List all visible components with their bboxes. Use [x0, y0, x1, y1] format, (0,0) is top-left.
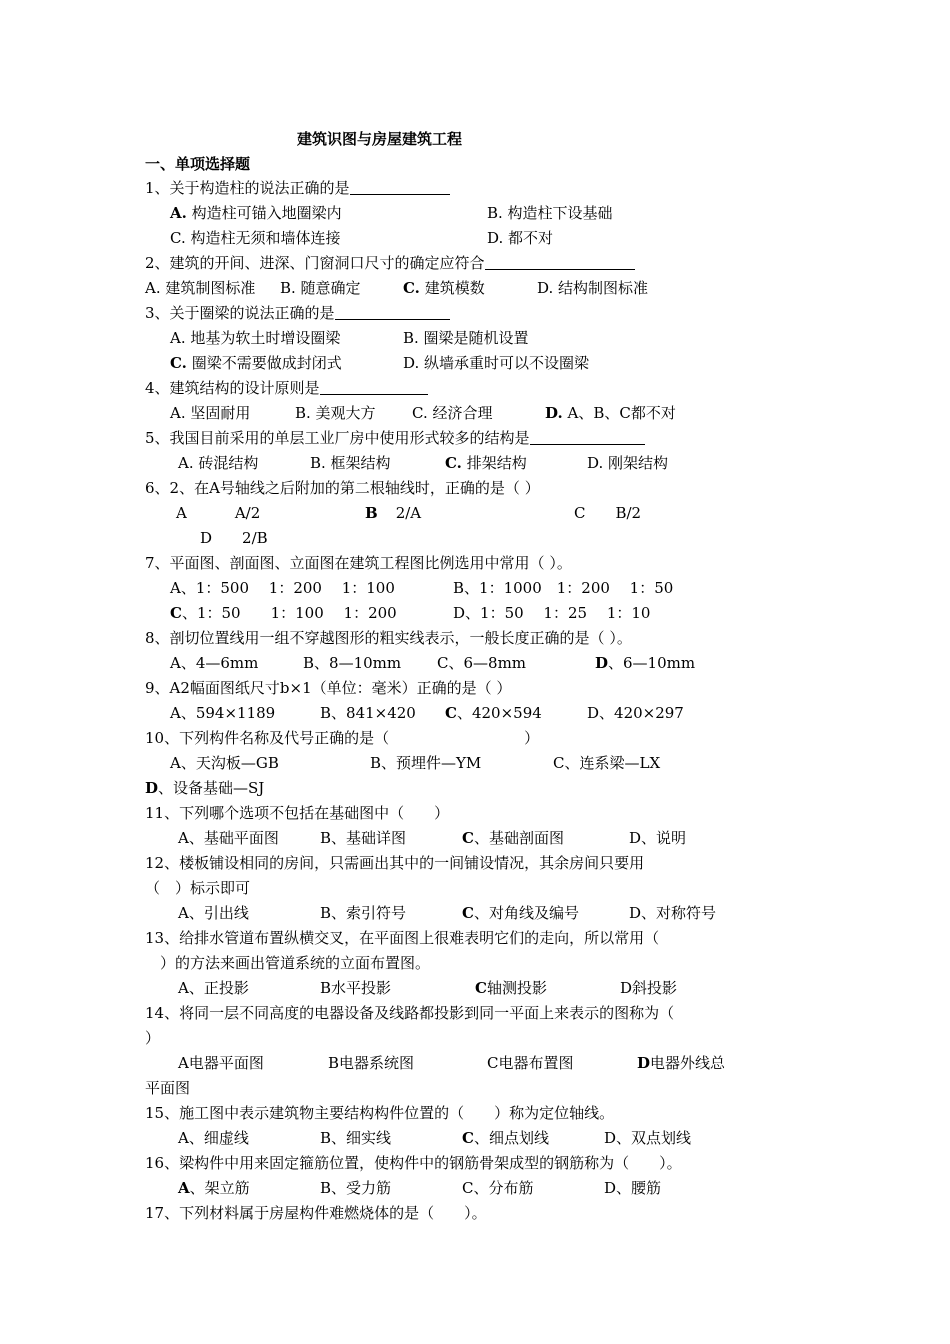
question-2: 2、建筑的开间、进深、门窗洞口尺寸的确定应符合: [145, 253, 635, 273]
page-title: 建筑识图与房屋建筑工程: [297, 130, 463, 148]
q5-option-b: B. 框架结构: [310, 454, 391, 472]
question-12-cont: （ ）标示即可: [145, 879, 251, 897]
q13-option-a: A、正投影: [178, 979, 249, 997]
q4-option-b: B. 美观大方: [295, 404, 376, 422]
q10-option-a: A、天沟板—GB: [170, 754, 279, 772]
question-11: 11、下列哪个选项不包括在基础图中（ ）: [145, 804, 450, 822]
q11-option-d: D、说明: [629, 829, 687, 847]
answer-blank: [320, 380, 428, 395]
q1-option-a: A. 构造柱可锚入地圈梁内: [170, 204, 342, 222]
q8-option-c: C、6—8mm: [437, 654, 527, 672]
q16-option-a: A、架立筋: [178, 1179, 250, 1197]
answer-blank: [530, 430, 645, 445]
question-5: 5、我国目前采用的单层工业厂房中使用形式较多的结构是: [145, 428, 645, 448]
q8-option-a: A、4—6mm: [170, 654, 259, 672]
question-6: 6、2、在A号轴线之后附加的第二根轴线时，正确的是（ ）: [145, 479, 540, 497]
q13-option-c: C轴测投影: [475, 979, 547, 997]
q16-option-d: D、腰筋: [604, 1179, 662, 1197]
q8-option-d: D、6—10mm: [595, 654, 696, 672]
q9-option-d: D、420×297: [587, 704, 684, 722]
q5-option-a: A. 砖混结构: [178, 454, 259, 472]
q3-option-d: D. 纵墙承重时可以不设圈梁: [403, 354, 590, 372]
q4-option-c: C. 经济合理: [412, 404, 493, 422]
q1-option-d: D. 都不对: [487, 229, 554, 247]
q3-option-c: C. 圈梁不需要做成封闭式: [170, 354, 342, 372]
answer-blank: [350, 180, 450, 195]
q5-option-c: C. 排架结构: [445, 454, 527, 472]
question-7: 7、平面图、剖面图、立面图在建筑工程图比例选用中常用（ ）。: [145, 554, 572, 572]
q14-option-c: C电器布置图: [487, 1054, 574, 1072]
q9-option-c: C、420×594: [445, 704, 542, 722]
q10-option-c: C、连系梁—LX: [553, 754, 661, 772]
q14-option-a: A电器平面图: [178, 1054, 264, 1072]
q3-option-a: A. 地基为软土时增设圈梁: [170, 329, 341, 347]
question-1: 1、关于构造柱的说法正确的是: [145, 178, 450, 198]
question-9: 9、A2幅面图纸尺寸b×1（单位：毫米）正确的是（ ）: [145, 679, 512, 697]
q6-option-b: B 2/A: [365, 504, 422, 522]
q12-option-b: B、索引符号: [320, 904, 407, 922]
question-17: 17、下列材料属于房屋构件难燃烧体的是（ ）。: [145, 1204, 487, 1222]
q11-option-a: A、基础平面图: [178, 829, 279, 847]
question-13-cont: ）的方法来画出管道系统的立面布置图。: [145, 954, 431, 972]
q7-option-d: D、1：50 1：25 1：10: [453, 604, 651, 622]
q4-option-d: D. A、B、C都不对: [545, 404, 676, 422]
q13-option-b: B水平投影: [320, 979, 392, 997]
q7-option-c: C、1：50 1：100 1：200: [170, 604, 397, 622]
q12-option-a: A、引出线: [178, 904, 249, 922]
q15-option-b: B、细实线: [320, 1129, 392, 1147]
q16-option-c: C、分布筋: [462, 1179, 534, 1197]
q2-option-b: B. 随意确定: [280, 279, 361, 297]
question-4: 4、建筑结构的设计原则是: [145, 378, 428, 398]
q6-option-a: A A/2: [176, 504, 261, 522]
q14-option-d-cont: 平面图: [145, 1079, 191, 1097]
q15-option-a: A、细虚线: [178, 1129, 249, 1147]
q14-option-d: D电器外线总: [637, 1054, 726, 1072]
question-10: 10、下列构件名称及代号正确的是（ ）: [145, 729, 540, 747]
q3-option-b: B. 圈梁是随机设置: [403, 329, 529, 347]
q7-option-a: A、1：500 1：200 1：100: [170, 579, 395, 597]
question-14: 14、将同一层不同高度的电器设备及线路都投影到同一平面上来表示的图称为（: [145, 1004, 675, 1022]
q2-option-a: A. 建筑制图标准: [145, 279, 256, 297]
section-heading: 一、单项选择题: [145, 155, 251, 173]
q14-option-b: B电器系统图: [328, 1054, 415, 1072]
q2-option-d: D. 结构制图标准: [537, 279, 649, 297]
question-13: 13、给排水管道布置纵横交叉，在平面图上很难表明它们的走向，所以常用（: [145, 929, 660, 947]
q6-option-c: C B/2: [574, 504, 642, 522]
q11-option-c: C、基础剖面图: [462, 829, 564, 847]
question-15: 15、施工图中表示建筑物主要结构构件位置的（ ）称为定位轴线。: [145, 1104, 615, 1122]
q4-option-a: A. 坚固耐用: [170, 404, 251, 422]
q16-option-b: B、受力筋: [320, 1179, 392, 1197]
answer-blank: [485, 255, 635, 270]
q2-option-c: C. 建筑模数: [403, 279, 485, 297]
question-3: 3、关于圈梁的说法正确的是: [145, 303, 450, 323]
question-8: 8、剖切位置线用一组不穿越图形的粗实线表示，一般长度正确的是（ ）。: [145, 629, 632, 647]
q15-option-c: C、细点划线: [462, 1129, 549, 1147]
q11-option-b: B、基础详图: [320, 829, 407, 847]
q10-option-b: B、预埋件—YM: [370, 754, 482, 772]
q13-option-d: D斜投影: [620, 979, 678, 997]
q1-option-b: B. 构造柱下设基础: [487, 204, 613, 222]
question-14-cont: ）: [145, 1029, 161, 1047]
question-12: 12、楼板铺设相同的房间，只需画出其中的一间铺设情况，其余房间只要用: [145, 854, 645, 872]
question-16: 16、梁构件中用来固定箍筋位置，使构件中的钢筋骨架成型的钢筋称为（ ）。: [145, 1154, 682, 1172]
q6-option-d: D 2/B: [200, 529, 268, 547]
q7-option-b: B、1：1000 1：200 1：50: [453, 579, 674, 597]
q15-option-d: D、双点划线: [604, 1129, 692, 1147]
q10-option-d: D、设备基础—SJ: [145, 779, 265, 797]
q9-option-a: A、594×1189: [170, 704, 276, 722]
q1-option-c: C. 构造柱无须和墙体连接: [170, 229, 341, 247]
q8-option-b: B、8—10mm: [303, 654, 402, 672]
q12-option-d: D、对称符号: [629, 904, 717, 922]
answer-blank: [335, 305, 450, 320]
q12-option-c: C、对角线及编号: [462, 904, 579, 922]
q5-option-d: D. 刚架结构: [587, 454, 669, 472]
q9-option-b: B、841×420: [320, 704, 416, 722]
